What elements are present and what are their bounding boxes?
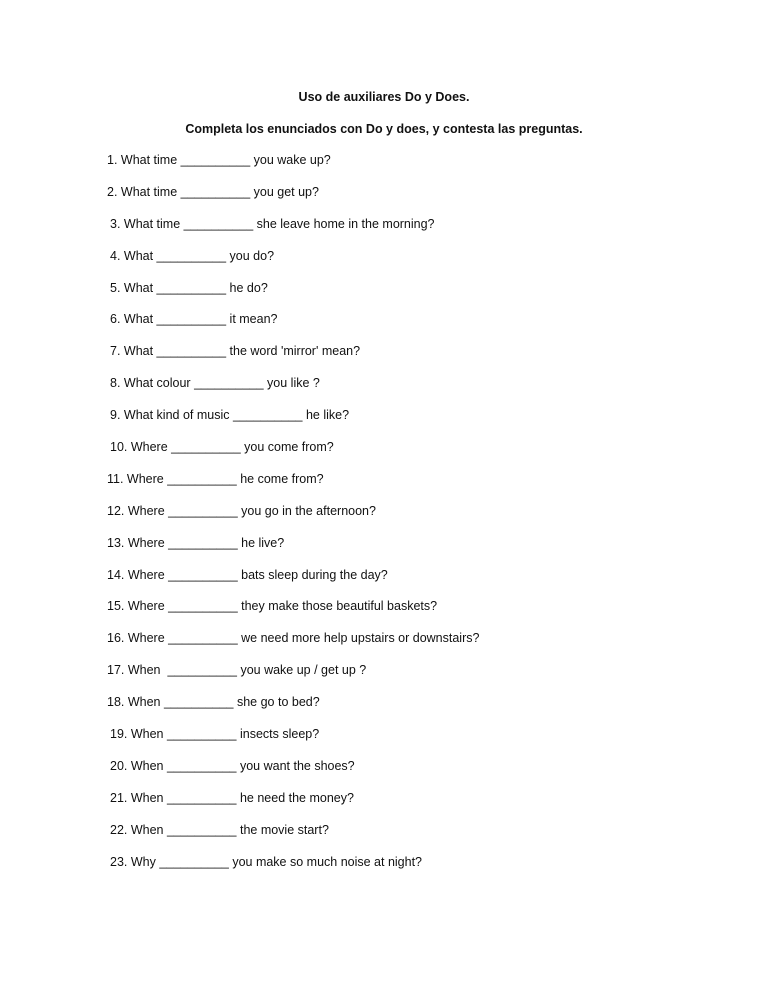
question-item: [0, 760, 768, 792]
question-item: [0, 313, 768, 345]
question-text: 12. Where __________ you go in the afternoon?: [107, 503, 376, 518]
question-item: [0, 441, 768, 473]
question-text: 9. What kind of music __________ he like?: [110, 408, 350, 423]
question-text: 2. What time __________ you get up?: [107, 184, 319, 199]
question-item: [0, 632, 768, 664]
question-item: [0, 505, 768, 537]
question-text: 5. What __________ he do?: [110, 280, 268, 295]
question-item: [0, 186, 768, 218]
question-text: 23. Why __________ you make so much noise at night?: [110, 854, 423, 869]
question-text: 16. Where __________ we need more help upstairs or downstairs?: [107, 631, 480, 646]
question-item: [0, 345, 768, 377]
question-item: [0, 218, 768, 250]
question-item: [0, 728, 768, 760]
question-text: 13. Where __________ he live?: [107, 535, 285, 550]
page-instructions: Completa los enunciados con Do y does, y contesta las preguntas.: [185, 122, 583, 136]
question-item: [0, 792, 768, 824]
question-item: [0, 250, 768, 282]
question-item: [0, 600, 768, 632]
question-text: 22. When __________ the movie start?: [110, 822, 329, 837]
question-text: 11. Where __________ he come from?: [107, 471, 324, 486]
question-text: 19. When __________ insects sleep?: [110, 727, 320, 742]
question-text: 18. When __________ she go to bed?: [107, 695, 320, 710]
question-text: 17. When __________ you wake up / get up ?: [107, 663, 367, 678]
question-item: [0, 696, 768, 728]
question-list: [0, 154, 768, 887]
question-text: 4. What __________ you do?: [110, 248, 275, 263]
question-text: 7. What __________ the word 'mirror' mean?: [110, 344, 361, 359]
question-text: 15. Where __________ they make those beautiful baskets?: [107, 599, 438, 614]
question-item: [0, 664, 768, 696]
question-item: [0, 282, 768, 314]
question-text: 6. What __________ it mean?: [110, 312, 278, 327]
question-text: 21. When __________ he need the money?: [110, 790, 354, 805]
question-item: [0, 537, 768, 569]
question-item: [0, 856, 768, 888]
question-item: [0, 569, 768, 601]
page-title: Uso de auxiliares Do y Does.: [298, 90, 470, 104]
question-text: 10. Where __________ you come from?: [110, 440, 334, 455]
question-text: 14. Where __________ bats sleep during the day?: [107, 567, 388, 582]
question-item: [0, 409, 768, 441]
question-item: [0, 154, 768, 186]
question-text: 3. What time __________ she leave home in the morning?: [110, 216, 435, 231]
question-item: [0, 377, 768, 409]
question-text: 8. What colour __________ you like ?: [110, 376, 320, 391]
question-text: 1. What time __________ you wake up?: [107, 153, 331, 167]
question-item: [0, 473, 768, 505]
question-item: [0, 824, 768, 856]
question-text: 20. When __________ you want the shoes?: [110, 758, 355, 773]
